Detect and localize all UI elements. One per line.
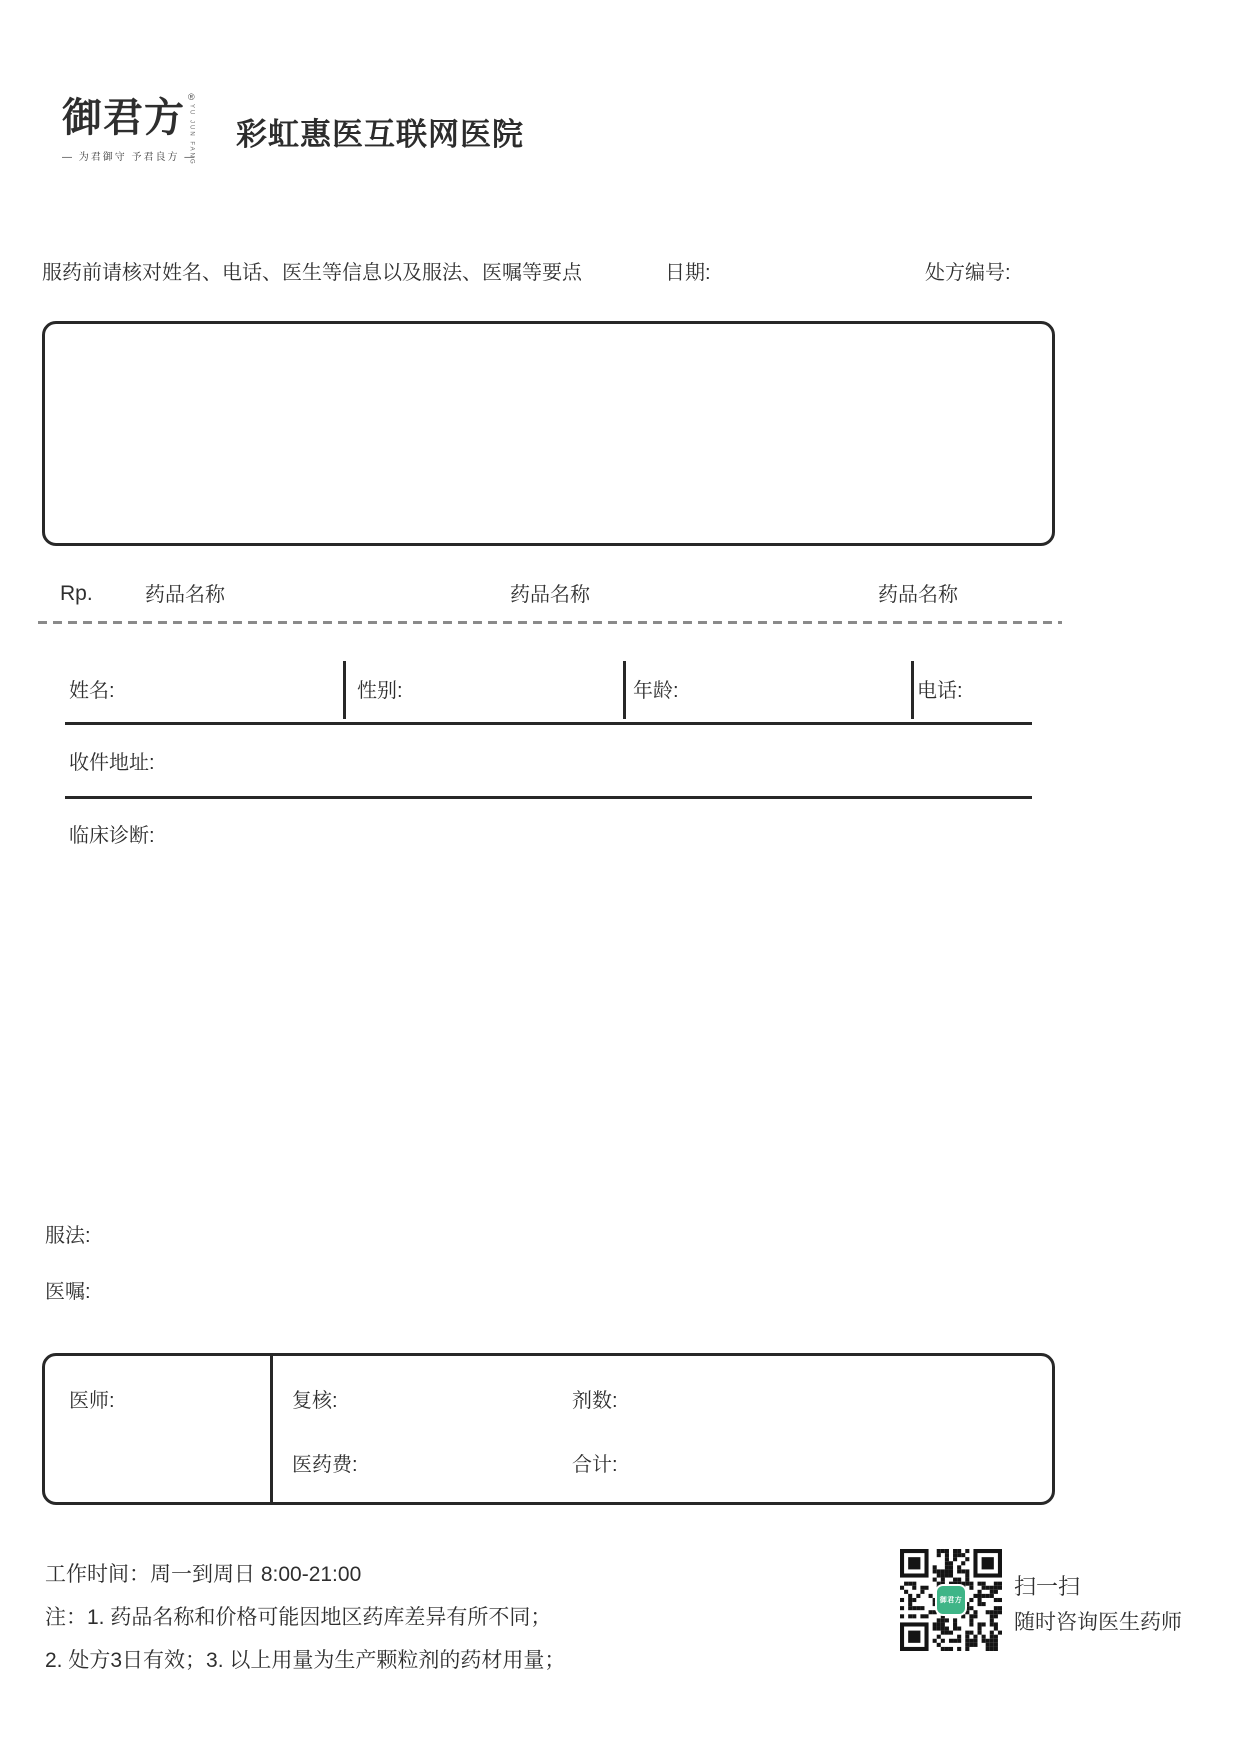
drug-name-column-header: 药品名称 (878, 584, 958, 606)
working-hours-text: 工作时间：周一到周日 8:00-21:00 (45, 1563, 362, 1586)
gender-label: 性别: (357, 680, 403, 702)
row-divider (65, 722, 1032, 725)
dashed-separator (38, 621, 1062, 624)
brand-logo (62, 92, 197, 166)
date-label: 日期: (665, 262, 711, 284)
usage-label: 服法: (45, 1225, 91, 1247)
doctor-advice-label: 医嘱: (45, 1281, 91, 1303)
reviewer-label: 复核: (292, 1390, 338, 1412)
doses-label: 剂数: (572, 1390, 618, 1412)
column-divider (623, 661, 626, 719)
age-label: 年龄: (633, 680, 679, 702)
qr-code-icon (900, 1549, 1002, 1651)
brand-logo-vertical-text: YU JUN FANG (188, 104, 195, 166)
note-line-2: 2. 处方3日有效；3. 以上用量为生产颗粒剂的药材用量； (45, 1649, 566, 1672)
signoff-box (42, 1353, 1055, 1505)
prescription-number-label: 处方编号: (925, 262, 1011, 284)
drug-name-column-header: 药品名称 (145, 584, 225, 606)
qr-consult-label: 随时咨询医生药师 (1014, 1611, 1182, 1634)
qr-center-badge (937, 1586, 965, 1614)
check-reminder-text: 服药前请核对姓名、电话、医生等信息以及服法、医嘱等要点 (42, 262, 582, 284)
address-label: 收件地址: (69, 752, 155, 774)
rp-label: Rp. (60, 582, 93, 605)
registered-mark-icon: ® (188, 92, 195, 102)
qr-center-text: 御君方 (939, 1597, 963, 1604)
physician-label: 医师: (69, 1390, 115, 1412)
brand-logo-text: 御君方 (62, 94, 185, 141)
hospital-name: 彩虹惠医互联网医院 (236, 117, 524, 152)
drug-name-column-header: 药品名称 (510, 584, 590, 606)
diagnosis-label: 临床诊断: (69, 825, 155, 847)
medicine-fee-label: 医药费: (292, 1454, 358, 1476)
total-label: 合计: (572, 1454, 618, 1476)
note-line-1: 注：1. 药品名称和价格可能因地区药库差异有所不同； (45, 1606, 552, 1629)
qr-scan-label: 扫一扫 (1014, 1574, 1081, 1599)
column-divider (343, 661, 346, 719)
name-label: 姓名: (69, 680, 115, 702)
row-divider (65, 796, 1032, 799)
column-divider (270, 1356, 273, 1502)
phone-label: 电话: (917, 680, 963, 702)
brand-tagline: — 为君御守 予君良方 — (62, 152, 197, 163)
column-divider (911, 661, 914, 719)
